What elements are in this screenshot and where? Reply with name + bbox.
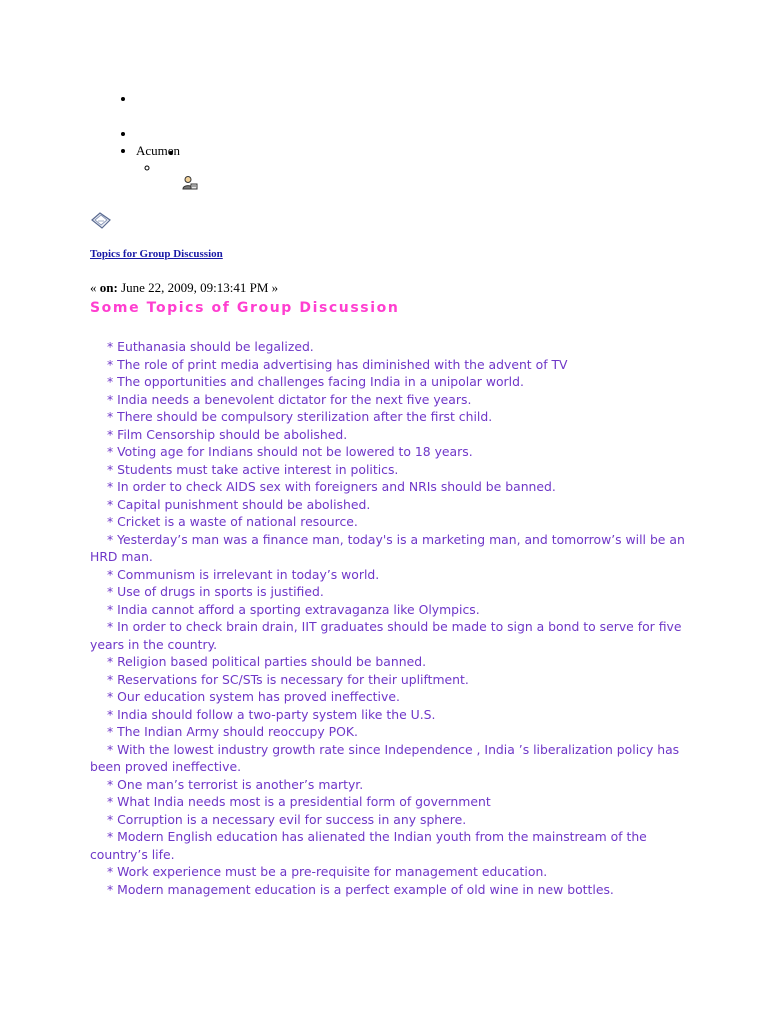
topic-item: * Reservations for SC/STs is necessary for their upliftment. (107, 671, 469, 687)
topic-item: * The opportunities and challenges facing India in a unipolar world. (107, 374, 524, 389)
topic-item: * The role of print media advertising has diminished with the advent of TV (107, 356, 568, 372)
topic-item: * Communism is irrelevant in today’s world. (107, 566, 380, 582)
nav-sub-list (136, 159, 180, 176)
topic-item: * Religion based political parties should be banned. (107, 654, 427, 669)
topic-item: * Use of drugs in sports is justified. (107, 584, 324, 599)
date-value: June 22, 2009, 09:13:41 PM » (117, 280, 279, 295)
nav-sub-item[interactable] (160, 159, 180, 176)
topic-item: * Students must take active interest in politics. (107, 461, 399, 477)
topic-item: * Modern English education has alienated the Indian youth from the mainstream of the country’s life. (90, 829, 647, 862)
post-heading: Some Topics of Group Discussion (90, 300, 400, 316)
topic-item: * Work experience must be a pre-requisite for management education. (107, 864, 548, 879)
topic-item: * The Indian Army should reoccupy POK. (107, 724, 358, 739)
nav-item-acumen[interactable] (136, 142, 180, 176)
date-label: on: (99, 280, 118, 295)
post-date (90, 280, 278, 296)
topic-item: * India needs a benevolent dictator for the next five years. (107, 391, 472, 407)
nav-item-empty[interactable] (136, 125, 180, 142)
date-open: « (90, 280, 100, 295)
topic-item: * India should follow a two-party system like the U.S. (107, 706, 436, 722)
topic-item: * Euthanasia should be legalized. (107, 339, 314, 354)
topic-item: * One man’s terrorist is another’s martyr. (107, 776, 364, 792)
topic-item: * With the lowest industry growth rate since Independence , India ’s liberalization policy has been proved ineffective. (90, 741, 680, 774)
topic-item: * In order to check brain drain, IIT graduates should be made to sign a bond to serve for five years in the country. (90, 619, 682, 652)
topic-item: * What India needs most is a presidential form of government (107, 794, 491, 809)
user-icon[interactable] (182, 176, 198, 190)
nav-item-label[interactable]: Acumen (136, 143, 181, 158)
topic-item: * Yesterday’s man was a finance man, today's is a marketing man, and tomorrow’s will be an HRD man. (90, 531, 685, 564)
topic-item: * Voting age for Indians should not be lowered to 18 years. (107, 444, 473, 459)
topic-item: * There should be compulsory sterilization after the first child. (107, 409, 493, 424)
thread-icon (90, 211, 112, 231)
nav-subsub-list (160, 144, 184, 154)
topic-item: * Film Censorship should be abolished. (107, 426, 348, 442)
topic-item: * Corruption is a necessary evil for success in any sphere. (107, 811, 467, 827)
topic-list (90, 338, 690, 898)
topic-item: * India cannot afford a sporting extravaganza like Olympics. (107, 601, 480, 617)
topic-item: * Our education system has proved ineffective. (107, 689, 400, 704)
nav-item-empty[interactable] (136, 90, 180, 108)
topic-item: * Capital punishment should be abolished. (107, 496, 371, 512)
nav-list (90, 90, 180, 176)
topic-item: * Cricket is a waste of national resource. (107, 514, 358, 529)
topic-title-link[interactable]: Topics for Group Discussion (90, 248, 223, 260)
topic-item: * In order to check AIDS sex with foreigners and NRIs should be banned. (107, 479, 556, 494)
nav-spacer (136, 108, 180, 125)
topic-item: * Modern management education is a perfect example of old wine in new bottles. (107, 881, 614, 897)
